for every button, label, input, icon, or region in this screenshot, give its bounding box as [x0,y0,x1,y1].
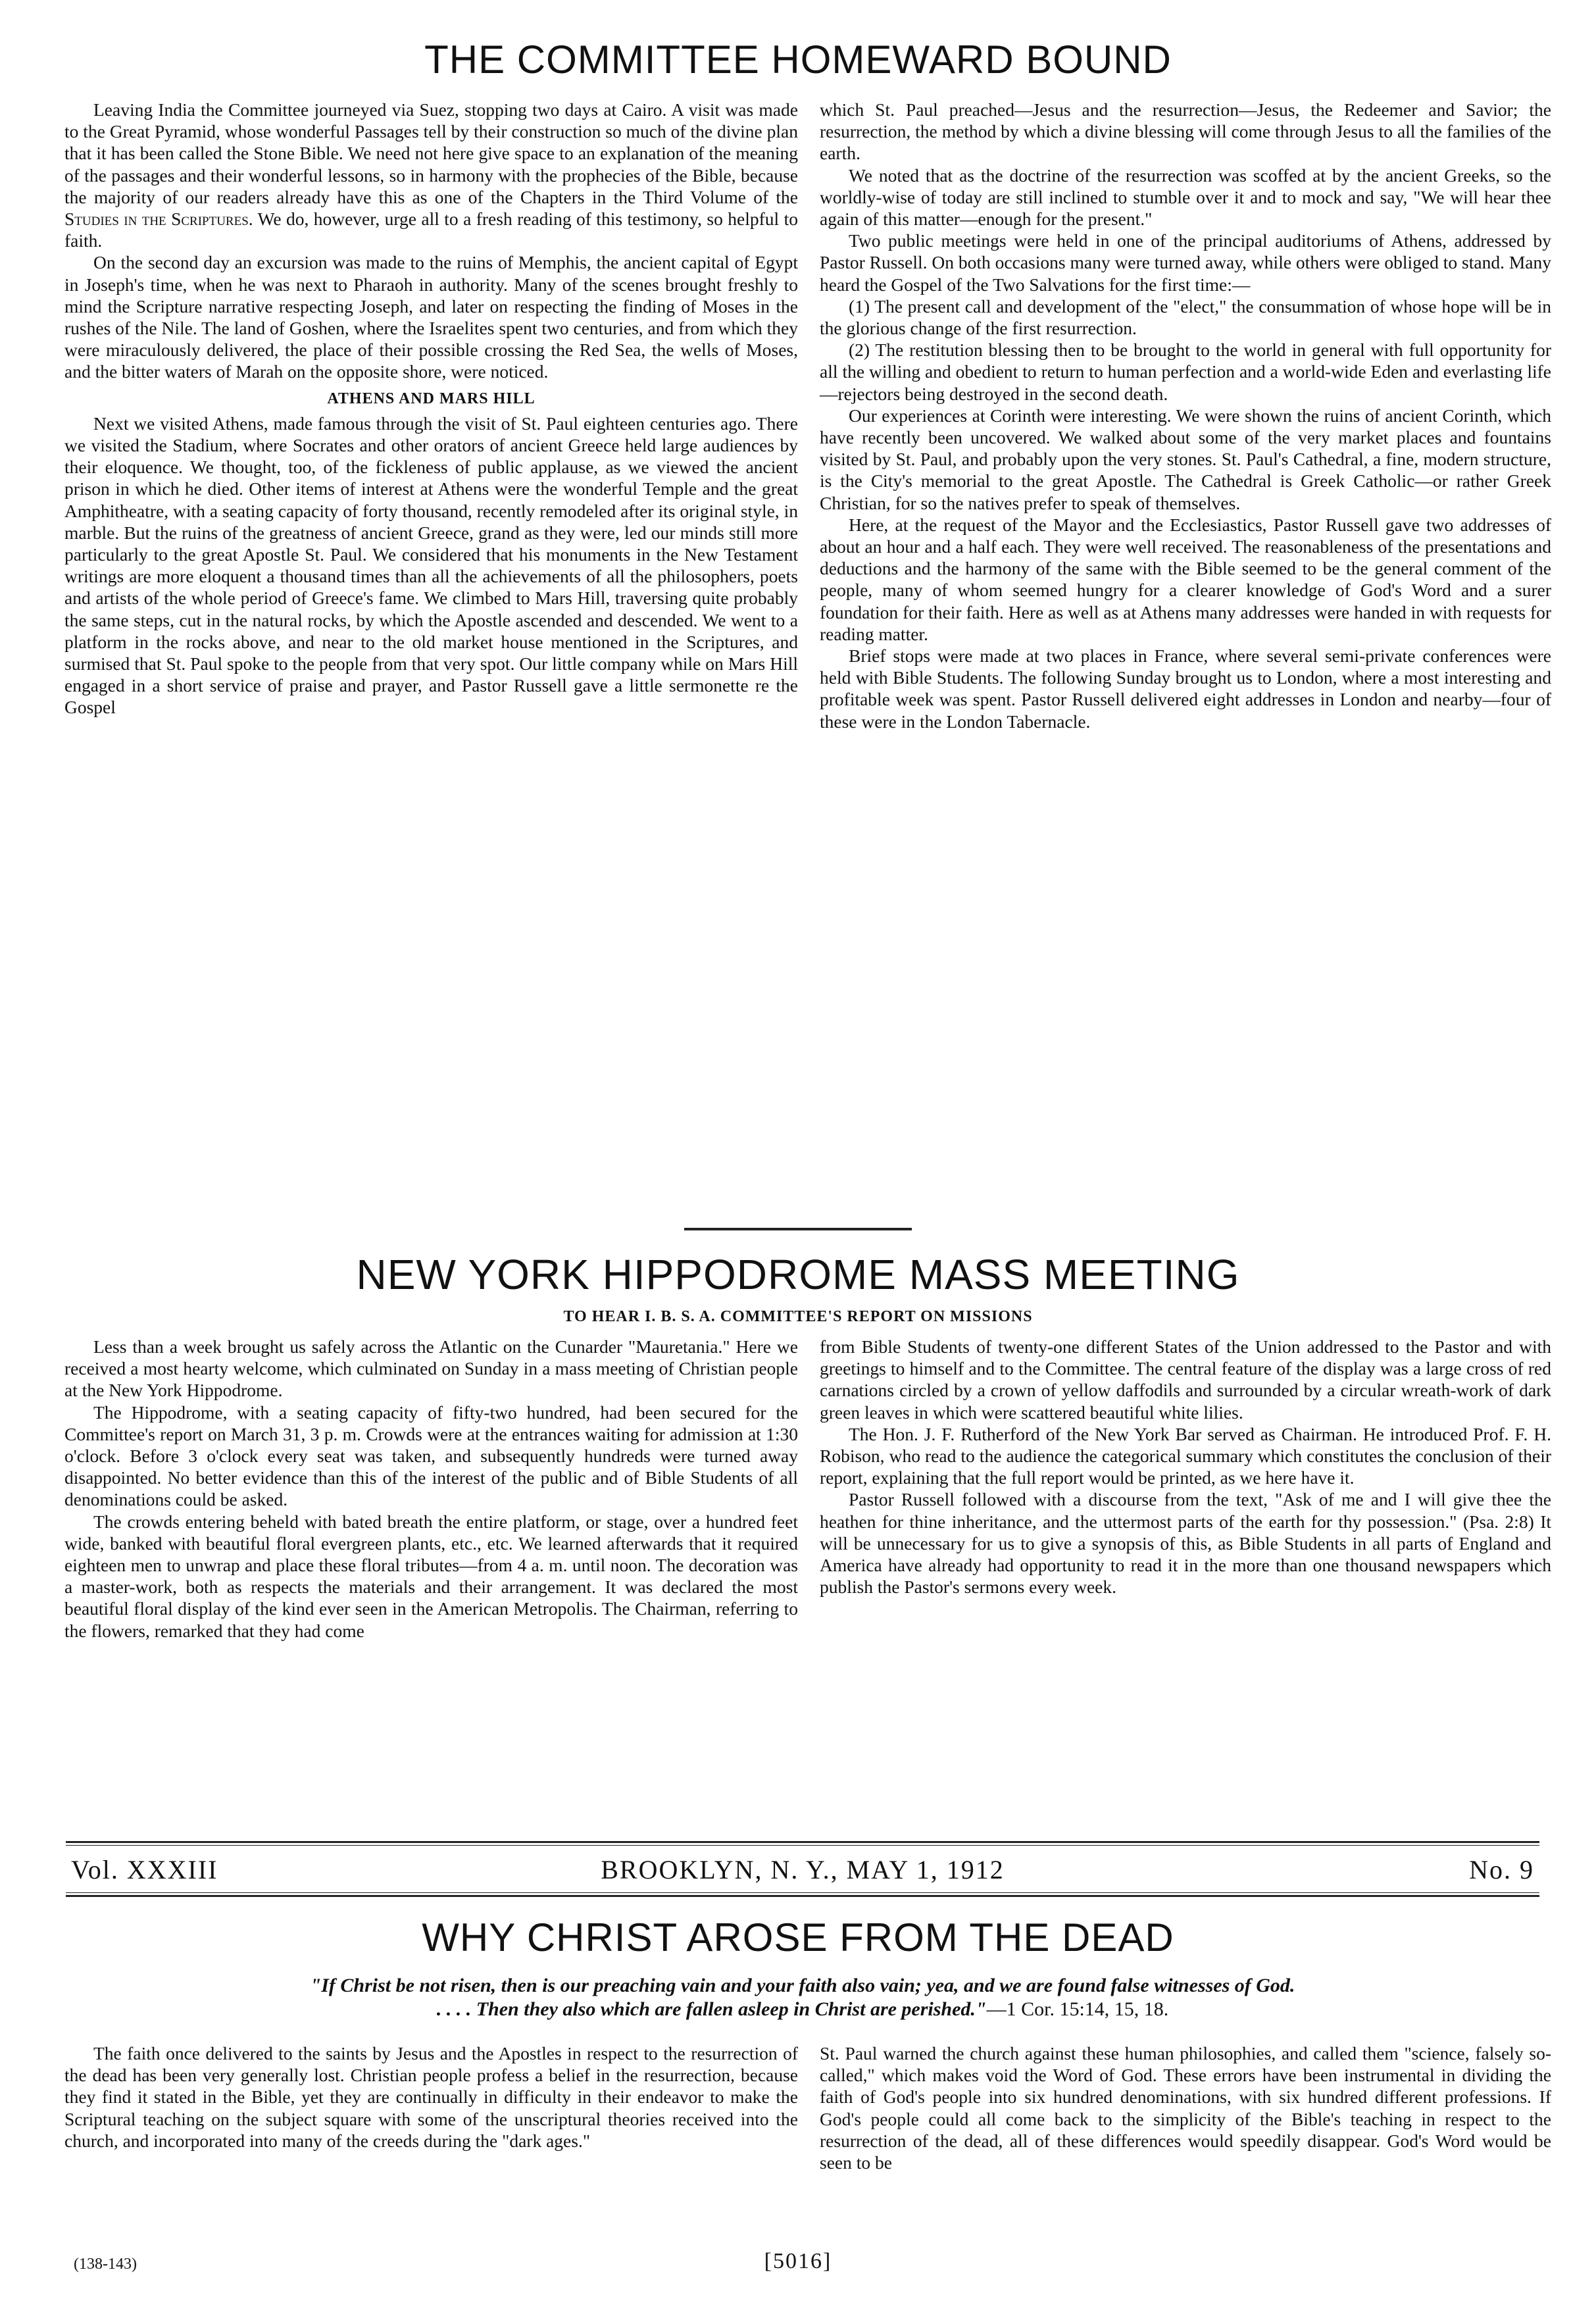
issue-number: No. 9 [1469,1855,1534,1884]
masthead-top-rule [66,1841,1539,1843]
masthead-top-rule-thin [66,1845,1539,1846]
scripture-quote [66,1974,1539,2021]
article3-right-column [820,2042,1551,2173]
article1-right-paragraph: (2) The restitution blessing then to be brought to the world in general with full opportunity for all the willing and obedient to return to human perfection and a world-wide Eden and everlasting life—rejectors being destroyed in the second death. [820,340,1551,404]
article1-right-paragraph: Two public meetings were held in one of the principal auditoriums of Athens, addressed by Pastor Russell. On both occasions many were turned away, while others were obliged to stand. Many heard the Gospel of the Two Salvations for the first time:— [820,230,1551,295]
article3-right-paragraph: St. Paul warned the church against these human philosophies, and called them "science, falsely so-called," which makes void the Word of God. These errors have been instrumental in dividing the faith of God's people into six hundred denominations, with six hundred different professions. If God's people could all come back to the simplicity of the Bible's teaching in respect to the resurrection of the dead, all of these differences would speedily disappear. God's Word would be seen to be [820,2043,1551,2173]
article1-left-paragraph: Next we visited Athens, made famous through the visit of St. Paul eighteen centuries ago. There we visited the Stadium, where Socrates and other orators of ancient Greece held large audiences by their eloquence. We thought, too, of the fickleness of public applause, as we viewed the ancient prison in which he died. Other items of interest at Athens were the wonderful Temple and the great Amphitheatre, with a seating capacity of forty thousand, recently remodeled after its original style, in marble. But the ruins of the greatness of ancient Greece, grand as they were, led our minds still more particularly to the great Apostle St. Paul. We considered that his monuments in the New Testament writings are more eloquent a thousand times than all the achievements of all the philosophers, poets and artists of the whole period of Greece's fame. We climbed to Mars Hill, traversing quite probably the same steps, cut in the natural rocks, by which the Apostle ascended and descended. We went to a platform in the rocks above, and near to the old market house mentioned in the Scriptures, and surmised that St. Paul spoke to the people from that very spot. Our little company while on Mars Hill engaged in a short service of praise and prayer, and Pastor Russell gave a little sermonette re the Gospel [64,413,798,718]
article2-right-paragraph: from Bible Students of twenty-one different States of the Union addressed to the Pastor and with greetings to himself and to the Committee. The central feature of the display was a large cross of red carnations circled by a crown of yellow daffodils and surrounded by a circular wreath-work of dark green leaves in which were scattered beautiful white lilies. [820,1336,1551,1423]
article2-right-column [820,1336,1551,1598]
subheading-athens-mars-hill: ATHENS AND MARS HILL [327,390,536,407]
article1-left-paragraph: On the second day an excursion was made to the ruins of Memphis, the ancient capital of Egypt in Joseph's time, when he was next to Pharaoh in authority. Many of the scenes brought freshly to mind the Scripture narrative respecting Joseph, and later on respecting the finding of Moses in the rushes of the Nile. The land of Goshen, where the Israelites spent two centuries, and from which they were miraculously delivered, the place of their possible crossing the Red Sea, the wells of Moses, and the bitter waters of Marah on the opposite shore, were noticed. [64,252,798,382]
article1-right-paragraph: Here, at the request of the Mayor and the Ecclesiastics, Pastor Russell gave two addresses of about an hour and a half each. They were well received. The reasonableness of the presentations and deductions and the harmony of the same with the Bible seemed to be the general comment of the people, many of whom seemed hungry for a clearer knowledge of God's Word and a surer foundation for their faith. Here as well as at Athens many addresses were handed in with requests for reading matter. [820,514,1551,644]
article1-left-column [64,99,798,719]
article2-right-paragraph: The Hon. J. F. Rutherford of the New York Bar served as Chairman. He introduced Prof. F. H. Robison, who read to the audience the categorical summary which constitutes the conclusion of their report, explaining that the full report would be printed, as we here have it. [820,1423,1551,1488]
article-subtitle: TO HEAR I. B. S. A. COMMITTEE'S REPORT ON MISSIONS [563,1308,1033,1325]
article1-right-paragraph: Our experiences at Corinth were interesting. We were shown the ruins of ancient Corinth, which have recently been uncovered. We walked about some of the very market places and fountains visited by St. Paul, and probably upon the very stones. St. Paul's Cathedral, a fine, modern structure, is the City's memorial to the great Apostle. The Cathedral is Greek Catholic—or rather Greek Christian, for so the natives prefer to speak of themselves. [820,405,1551,513]
quote-text: . . . . Then they also which are fallen asleep in Christ are perished." [436,1998,987,2020]
quote-line [66,1998,1539,2021]
footer-reference: (138-143) [74,2256,137,2273]
paragraph-text: . We do, however, urge all to a fresh reading of this testimony, so helpful to faith. [64,209,799,251]
quote-reference: —1 Cor. 15:14, 15, 18. [986,1998,1169,2020]
volume-label: Vol. XXXIII [71,1855,218,1884]
article1-right-paragraph: We noted that as the doctrine of the resurrection was scoffed at by the ancient Greeks, so the worldly-wise of today are still inclined to stumble over it and to mock and say, "We will hear thee again of this matter—enough for the present." [820,164,1551,230]
masthead-bottom-rule-thin [66,1892,1539,1893]
article3-left-paragraph: The faith once delivered to the saints by Jesus and the Apostles in respect to the resurrection of the dead has been very generally lost. Christian people profess a belief in the resurrection, because they find it stated in the Bible, yet they are continually in difficulty in their endeavor to make the Scriptural teaching on the subject square with some of the unscriptural theories received into the church, and incorporated into many of the creeds during the "dark ages." [64,2043,798,2151]
article1-left-paragraph [64,99,798,251]
book-title: Studies in the Scriptures [64,209,249,230]
section-divider [684,1228,912,1230]
page-number: [5016] [764,2249,832,2273]
article-title-why-christ-arose: WHY CHRIST AROSE FROM THE DEAD [422,1915,1174,1959]
masthead-bottom-rule [66,1895,1539,1897]
article2-right-paragraph: Pastor Russell followed with a discourse from the text, "Ask of me and I will give thee the heathen for thine inheritance, and the uttermost parts of the earth for thy possession." (Psa. 2:8) It will be unnecessary for us to give a synopsis of this, as Bible Students in all parts of England and America have already had opportunity to read it in the more than one thousand newspapers which publish the Pastor's sermons every week. [820,1489,1551,1598]
place-date: BROOKLYN, N. Y., MAY 1, 1912 [601,1855,1005,1884]
article1-right-paragraph: (1) The present call and development of the "elect," the consummation of whose hope will be in the glorious change of the first resurrection. [820,295,1551,339]
article2-left-paragraph: The Hippodrome, with a seating capacity of fifty-two hundred, had been secured for the Committee's report on March 31, 3 p. m. Crowds were at the entrances waiting for admission at 1:30 o'clock. Before 3 o'clock every seat was taken, and subsequently hundreds were turned away disappointed. No better evidence than this of the interest of the public and of Bible Students of all denominations could be asked. [64,1402,798,1510]
article1-right-paragraph: which St. Paul preached—Jesus and the resurrection—Jesus, the Redeemer and Savior; the resurrection, the method by which a divine blessing will come through Jesus to all the families of the earth. [820,99,1551,164]
article1-right-column [820,99,1551,732]
quote-line: "If Christ be not risen, then is our preaching vain and your faith also vain; yea, and we are found false witnesses of God. [310,1975,1295,1996]
article2-left-paragraph: The crowds entering beheld with bated breath the entire platform, or stage, over a hundred feet wide, banked with beautiful floral evergreen plants, etc., etc. We learned afterwards that it required eighteen men to unwrap and place these floral tributes—from 4 a. m. until noon. The decoration was a master-work, both as respects the materials and their arrangement. It was declared the most beautiful floral display of the kind ever seen in the American Metropolis. The Chairman, referring to the flowers, remarked that they had come [64,1511,798,1641]
article2-left-paragraph: Less than a week brought us safely across the Atlantic on the Cunarder "Mauretania." Here we received a most hearty welcome, which culminated on Sunday in a mass meeting of Christian people at the New York Hippodrome. [64,1336,798,1401]
masthead [66,1849,1539,1888]
article1-right-paragraph: Brief stops were made at two places in France, where several semi-private conferences were held with Bible Students. The following Sunday brought us to London, where a most interesting and profitable week was spent. Pastor Russell delivered eight addresses in London and nearby—four of these were in the London Tabernacle. [820,645,1551,732]
article-title-hippodrome-mass-meeting: NEW YORK HIPPODROME MASS MEETING [356,1251,1240,1298]
paragraph-text: Leaving India the Committee journeyed via Suez, stopping two days at Cairo. A visit was made to the Great Pyramid, whose wonderful Passages tell by their construction so much of the divine plan that it has been called the Stone Bible. We need not here give space to an explanation of the meaning of the passages and their wonderful lessons, so in harmony with the prophecies of the Bible, because the majority of our readers already have this as one of the Chapters in the Third Volume of the [64,99,798,207]
article3-left-column [64,2042,798,2152]
article-title-committee-homeward-bound: THE COMMITTEE HOMEWARD BOUND [424,38,1172,82]
article2-left-column [64,1336,798,1642]
